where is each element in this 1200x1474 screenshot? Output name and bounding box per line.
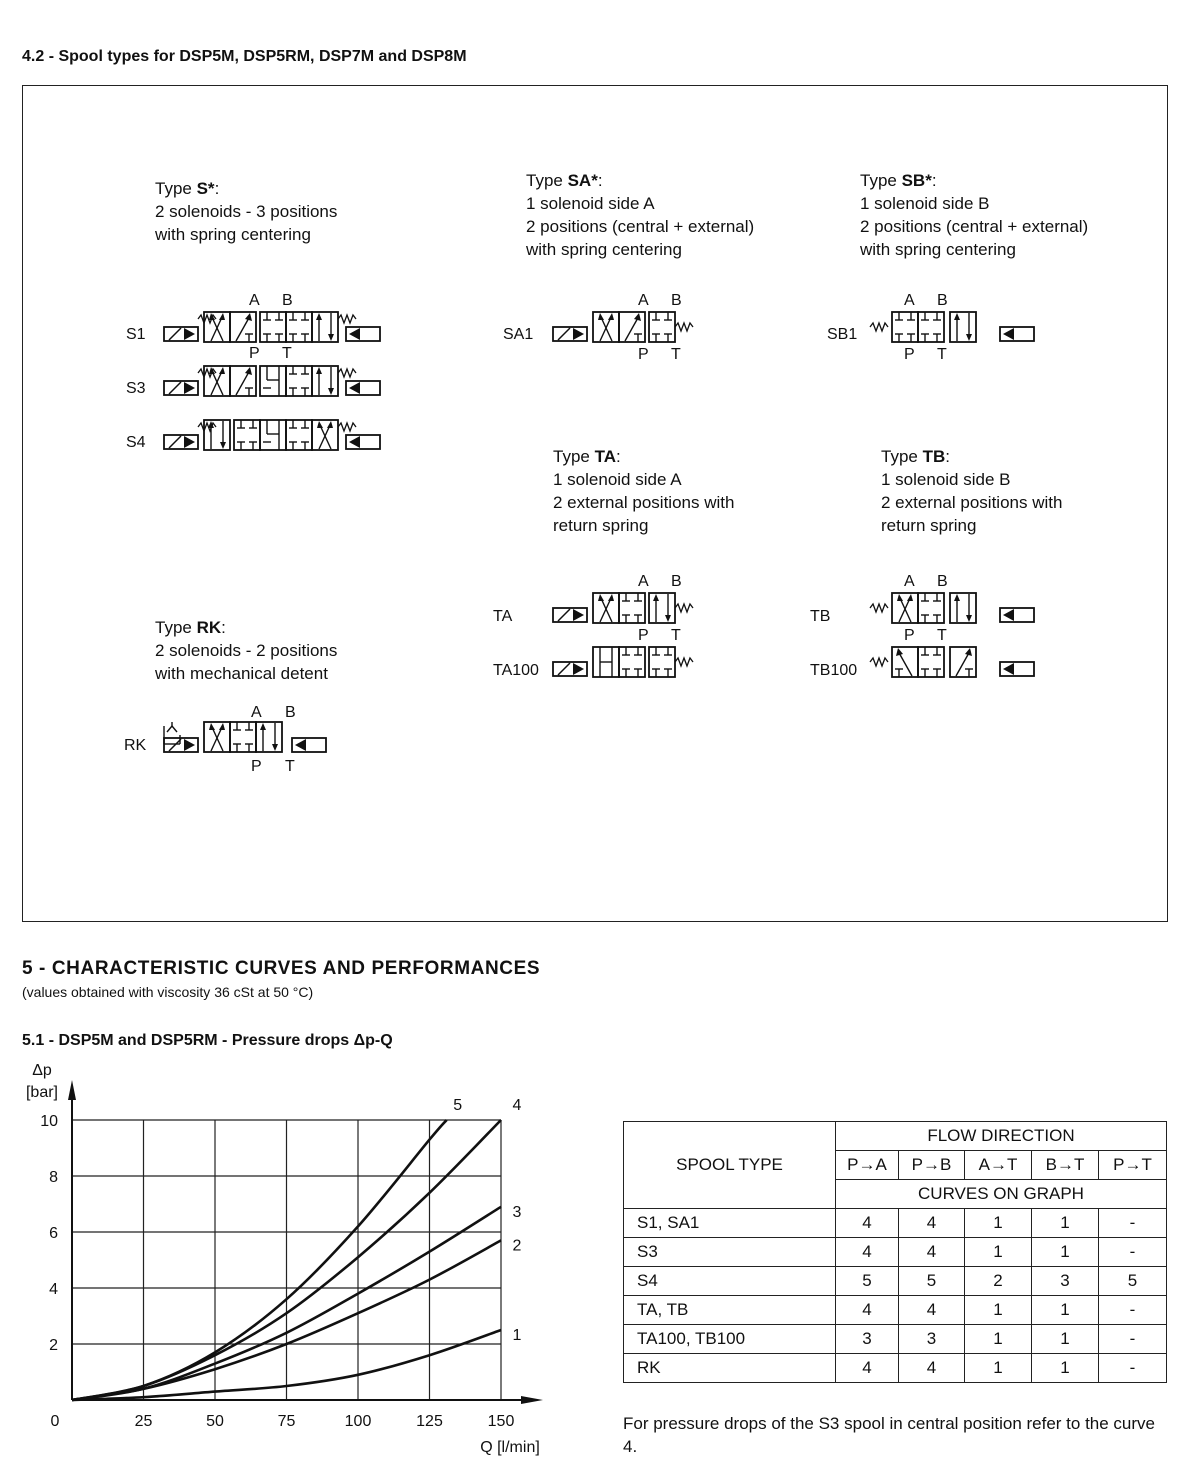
port-b-sa: B <box>671 292 682 309</box>
col-header: A→T <box>965 1151 1032 1180</box>
table-note: For pressure drops of the S3 spool in central position refer to the curve 4. <box>623 1414 1155 1456</box>
flow-direction-table <box>623 1121 1167 1383</box>
row-spool: S4 <box>624 1267 836 1296</box>
cell: 1 <box>965 1296 1032 1325</box>
section-5-subtitle: (values obtained with viscosity 36 cSt at 50 °C) <box>22 984 314 1000</box>
port-t-tb: T <box>937 627 947 644</box>
port-p-rk: P <box>251 758 262 775</box>
cell: 4 <box>899 1354 965 1383</box>
port-a-sb: A <box>904 292 915 309</box>
x-tick-label: 100 <box>344 1413 372 1430</box>
cell: 1 <box>1032 1325 1099 1354</box>
curve-5 <box>72 1120 447 1400</box>
x-tick-label: 150 <box>487 1413 515 1430</box>
cell: 3 <box>899 1325 965 1354</box>
symbol-s3 <box>164 366 380 396</box>
cell: 1 <box>1032 1354 1099 1383</box>
port-t-sa: T <box>671 346 681 363</box>
col-header: B→T <box>1032 1151 1099 1180</box>
table-row <box>624 1267 1167 1296</box>
table-row <box>624 1325 1167 1354</box>
port-p-tb: P <box>904 627 915 644</box>
port-b-ta: B <box>671 573 682 590</box>
symbol-label-s3: S3 <box>126 380 146 397</box>
x-tick-label: 25 <box>134 1413 153 1430</box>
symbol-tb100 <box>870 647 1034 677</box>
table-row <box>624 1209 1167 1238</box>
cell: 4 <box>836 1354 899 1383</box>
type-sb-description: Type SB*: 1 solenoid side B 2 positions (central + external) with spring centering <box>860 171 1089 259</box>
cell: 1 <box>965 1209 1032 1238</box>
cell: 1 <box>965 1354 1032 1383</box>
curve-label-4: 4 <box>512 1097 522 1114</box>
cell: 4 <box>899 1209 965 1238</box>
cell: 4 <box>836 1296 899 1325</box>
cell: 1 <box>1032 1238 1099 1267</box>
cell: 1 <box>965 1325 1032 1354</box>
y-tick-label: 10 <box>40 1113 58 1130</box>
cell: 1 <box>965 1238 1032 1267</box>
symbol-s4 <box>164 420 380 450</box>
port-a-s: A <box>249 292 260 309</box>
cell: 4 <box>836 1238 899 1267</box>
port-b-rk: B <box>285 704 296 721</box>
symbol-label-s4: S4 <box>126 434 146 451</box>
symbol-ta <box>553 593 693 623</box>
cell: 5 <box>899 1267 965 1296</box>
symbol-sb1 <box>870 312 1034 342</box>
port-p-sa: P <box>638 346 649 363</box>
symbol-label-sb1: SB1 <box>827 326 858 343</box>
symbol-sa1 <box>553 312 693 342</box>
cell: 1 <box>1032 1209 1099 1238</box>
symbol-label-tb100: TB100 <box>810 662 858 679</box>
port-p-ta: P <box>638 627 649 644</box>
port-p-sb: P <box>904 346 915 363</box>
cell: 4 <box>899 1296 965 1325</box>
cell: - <box>1099 1238 1167 1267</box>
symbol-ta100 <box>553 647 693 677</box>
port-b-sb: B <box>937 292 948 309</box>
type-s-description: Type S*: 2 solenoids - 3 positions with spring centering <box>155 179 338 244</box>
table-row <box>624 1238 1167 1267</box>
type-ta-description: Type TA: 1 solenoid side A 2 external positions with return spring <box>553 447 735 535</box>
section-5-1-title: 5.1 - DSP5M and DSP5RM - Pressure drops Δp-Q <box>22 1032 393 1049</box>
spool-type-header: SPOOL TYPE <box>624 1122 836 1209</box>
port-b-s: B <box>282 292 293 309</box>
symbol-label-tb: TB <box>810 608 831 625</box>
symbol-label-s1: S1 <box>126 326 146 343</box>
cell: - <box>1099 1354 1167 1383</box>
symbol-label-ta: TA <box>493 608 513 625</box>
port-a-ta: A <box>638 573 649 590</box>
port-a-sa: A <box>638 292 649 309</box>
cell: 3 <box>1032 1267 1099 1296</box>
cell: 4 <box>836 1209 899 1238</box>
y-axis-label: Δp <box>32 1062 52 1079</box>
cell: - <box>1099 1209 1167 1238</box>
x-tick-label: 50 <box>206 1413 224 1430</box>
section-5-title: 5 - CHARACTERISTIC CURVES AND PERFORMANCES <box>22 958 541 979</box>
y-axis-unit: [bar] <box>25 1084 59 1101</box>
row-spool: TA100, TB100 <box>624 1325 836 1354</box>
col-header: P→A <box>836 1151 899 1180</box>
cell: 5 <box>836 1267 899 1296</box>
y-tick-label: 4 <box>49 1281 58 1298</box>
col-header: P→T <box>1099 1151 1167 1180</box>
port-a-rk: A <box>251 704 262 721</box>
port-t-s: T <box>282 345 292 362</box>
cell: - <box>1099 1296 1167 1325</box>
type-sa-description: Type SA*: 1 solenoid side A 2 positions (central + external) with spring centering <box>526 171 755 259</box>
x-axis-label: Q [l/min] <box>480 1439 540 1456</box>
cell: 4 <box>899 1238 965 1267</box>
curve-label-1: 1 <box>512 1327 522 1344</box>
row-spool: S3 <box>624 1238 836 1267</box>
flow-direction-header: FLOW DIRECTION <box>836 1122 1167 1151</box>
curve-label-3: 3 <box>512 1203 522 1221</box>
curve-label-5: 5 <box>453 1097 463 1114</box>
symbol-label-rk: RK <box>124 737 147 754</box>
row-spool: S1, SA1 <box>624 1209 836 1238</box>
y-tick-label: 8 <box>49 1169 58 1186</box>
type-rk-description: Type RK: 2 solenoids - 2 positions with mechanical detent <box>155 618 338 683</box>
cell: 1 <box>1032 1296 1099 1325</box>
row-spool: RK <box>624 1354 836 1383</box>
table-row <box>624 1296 1167 1325</box>
col-header: P→B <box>899 1151 965 1180</box>
symbol-label-ta100: TA100 <box>493 662 539 679</box>
x-tick-label: 0 <box>50 1413 60 1430</box>
x-tick-label: 75 <box>277 1413 296 1430</box>
port-p-s: P <box>249 345 260 362</box>
port-t-ta: T <box>671 627 681 644</box>
table-row <box>624 1354 1167 1383</box>
port-b-tb: B <box>937 573 948 590</box>
cell: 2 <box>965 1267 1032 1296</box>
port-t-sb: T <box>937 346 947 363</box>
curves-on-graph-header: CURVES ON GRAPH <box>836 1180 1167 1209</box>
type-tb-description: Type TB: 1 solenoid side B 2 external positions with return spring <box>881 447 1063 535</box>
port-a-tb: A <box>904 573 915 590</box>
row-spool: TA, TB <box>624 1296 836 1325</box>
symbol-label-sa1: SA1 <box>503 326 534 343</box>
cell: 3 <box>836 1325 899 1354</box>
symbol-rk <box>164 722 326 752</box>
x-axis-arrow <box>521 1396 543 1404</box>
y-tick-label: 6 <box>49 1225 58 1242</box>
x-tick-label: 125 <box>416 1413 443 1430</box>
y-axis-arrow <box>68 1080 76 1100</box>
pressure-drop-chart <box>0 1055 600 1474</box>
y-tick-label: 2 <box>49 1337 58 1354</box>
symbol-tb <box>870 593 1034 623</box>
curve-label-2: 2 <box>512 1237 522 1255</box>
port-t-rk: T <box>285 758 295 775</box>
cell: - <box>1099 1325 1167 1354</box>
section-4-2-title: 4.2 - Spool types for DSP5M, DSP5RM, DSP7M and DSP8M <box>22 48 467 65</box>
symbol-s1 <box>164 312 380 342</box>
cell: 5 <box>1099 1267 1167 1296</box>
